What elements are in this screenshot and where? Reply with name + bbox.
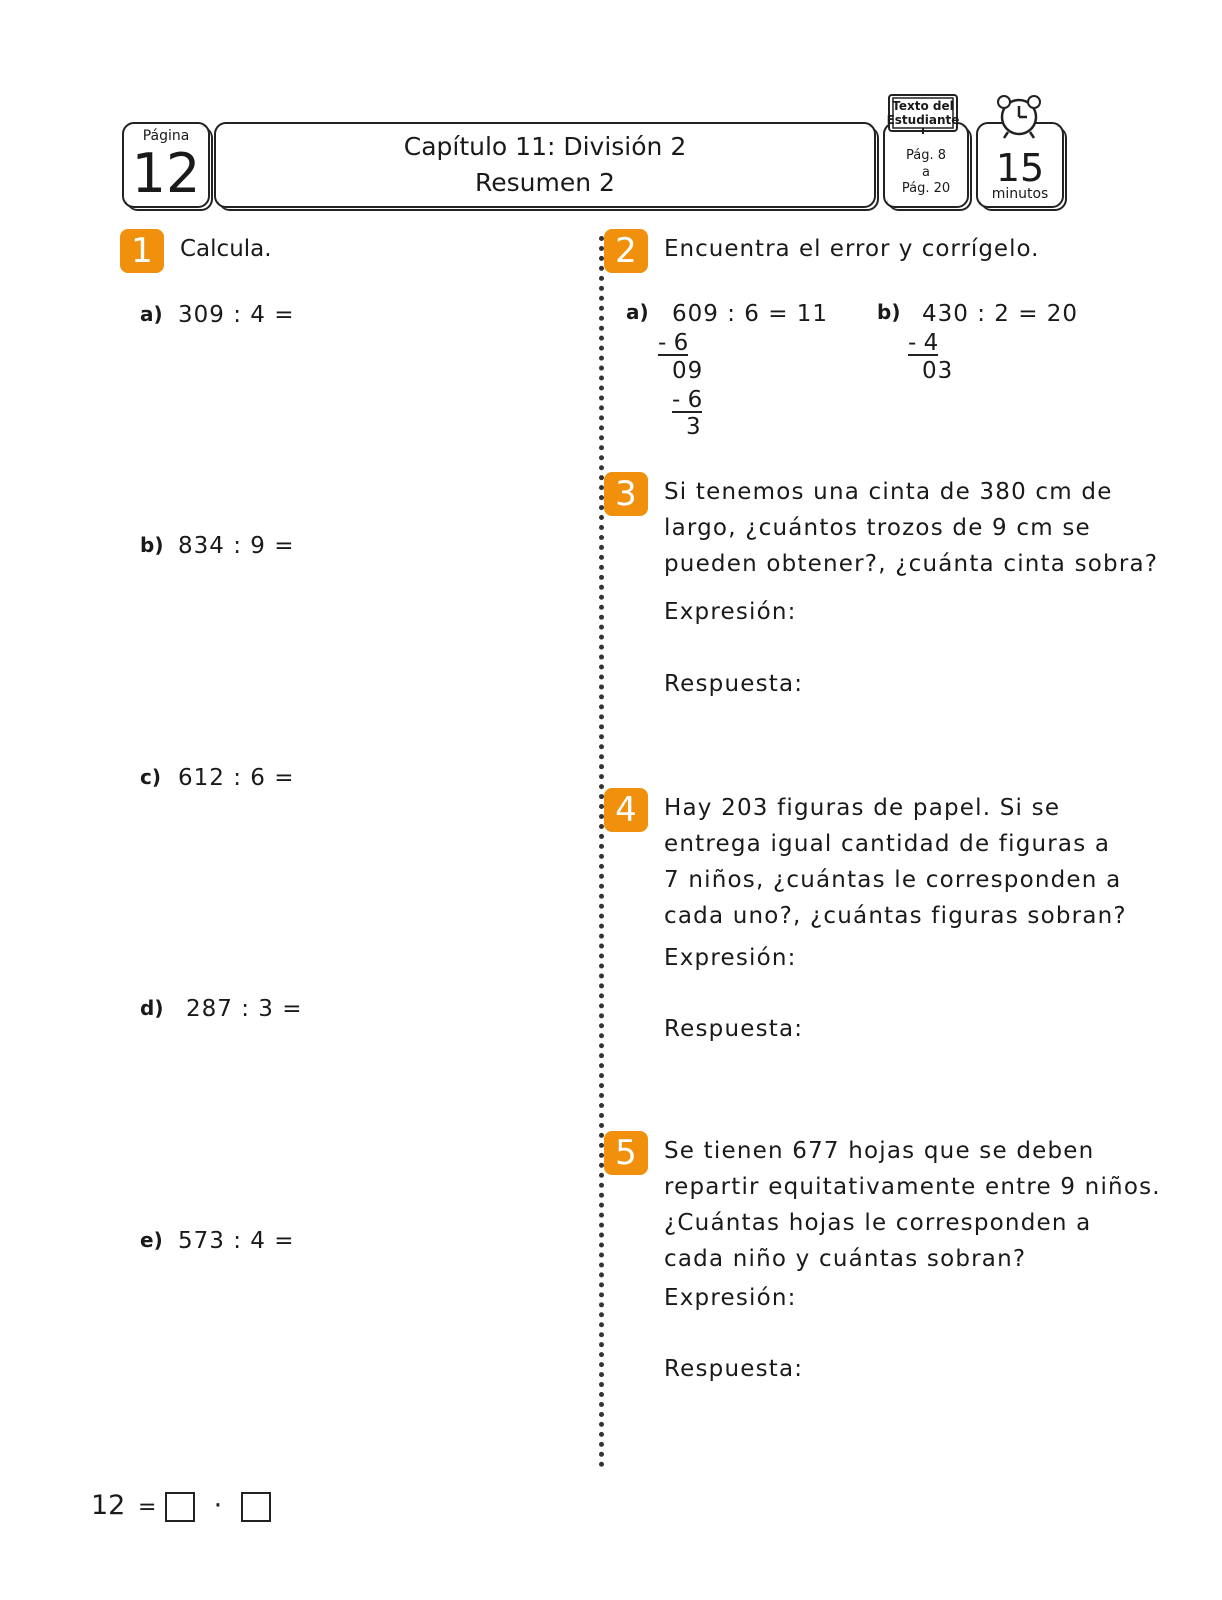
- section-3-badge: 3: [604, 472, 648, 516]
- item-1d-expression: 287 : 3 =: [186, 996, 303, 1022]
- item-2b-remainder-1: 03: [922, 358, 954, 384]
- chapter-subtitle: Resumen 2: [475, 168, 615, 197]
- page-number-box: [122, 122, 210, 208]
- pages-sep: a: [922, 165, 930, 180]
- item-2a-expression: 609 : 6 = 11: [672, 301, 829, 327]
- section-5-line-4: cada niño y cuántas sobran?: [664, 1246, 1027, 1272]
- section-3-line-2: largo, ¿cuántos trozos de 9 cm se: [664, 515, 1091, 541]
- book-label-2: Estudiante: [886, 113, 960, 127]
- item-2a-subtract-2-text: - 6: [672, 387, 703, 413]
- section-4-line-2: entrega igual cantidad de figuras a: [664, 831, 1111, 857]
- section-1-badge: 1: [120, 229, 164, 273]
- section-5-line-1: Se tienen 677 hojas que se deben: [664, 1138, 1095, 1164]
- page-number: 12: [131, 142, 201, 205]
- section-2-badge: 2: [604, 229, 648, 273]
- section-4-line-4: cada uno?, ¿cuántas figuras sobran?: [664, 903, 1127, 929]
- column-divider: [599, 236, 604, 1468]
- chapter-title-box: [214, 122, 876, 208]
- section-4-line-3: 7 niños, ¿cuántas le corresponden a: [664, 867, 1122, 893]
- section-5-expression-label: Expresión:: [664, 1285, 797, 1311]
- section-5-badge: 5: [604, 1131, 648, 1175]
- item-2a-remainder-2: 3: [686, 414, 702, 440]
- section-4-badge: 4: [604, 788, 648, 832]
- item-2b-subtract-1: [908, 330, 938, 356]
- section-2-title: Encuentra el error y corrígelo.: [664, 236, 1040, 262]
- item-1e-expression: 573 : 4 =: [178, 1228, 295, 1254]
- item-1a-label: a): [140, 302, 163, 326]
- item-2a-remainder-1: 09: [672, 358, 704, 384]
- book-label-1: Texto del: [892, 99, 954, 113]
- section-3-answer-label: Respuesta:: [664, 671, 804, 697]
- item-1a-expression: 309 : 4 =: [178, 302, 295, 328]
- item-2a-label: a): [626, 300, 649, 324]
- item-2b-label: b): [877, 300, 901, 324]
- item-2a-subtract-1: [658, 330, 688, 356]
- item-1e-label: e): [140, 1228, 163, 1252]
- item-1d-label: d): [140, 996, 164, 1020]
- footer-equation: [91, 1488, 271, 1526]
- pages-from: Pág. 8: [905, 148, 946, 163]
- minutes-value: 15: [995, 146, 1045, 190]
- item-2a-subtract-2: [672, 387, 702, 413]
- book-icon: [886, 92, 960, 136]
- footer-equals: =: [137, 1495, 157, 1520]
- section-5-line-2: repartir equitativamente entre 9 niños.: [664, 1174, 1161, 1200]
- section-3-line-3: pueden obtener?, ¿cuánta cinta sobra?: [664, 551, 1159, 577]
- item-2b-expression: 430 : 2 = 20: [922, 301, 1079, 327]
- section-1-title: Calcula.: [180, 236, 272, 262]
- chapter-title: Capítulo 11: División 2: [403, 132, 687, 161]
- footer-dot: ·: [213, 1490, 223, 1521]
- minutes-label: minutos: [991, 186, 1049, 202]
- section-5-line-3: ¿Cuántas hojas le corresponden a: [664, 1210, 1092, 1236]
- section-3-expression-label: Expresión:: [664, 599, 797, 625]
- item-1c-label: c): [140, 765, 161, 789]
- alarm-clock-icon: [994, 92, 1044, 142]
- section-4-line-1: Hay 203 figuras de papel. Si se: [664, 795, 1061, 821]
- item-2a-subtract-1-text: - 6: [658, 330, 689, 356]
- page-label: Página: [142, 128, 190, 144]
- item-2b-subtract-1-text: - 4: [908, 330, 939, 356]
- section-3-line-1: Si tenemos una cinta de 380 cm de: [664, 479, 1113, 505]
- item-1b-label: b): [140, 533, 164, 557]
- footer-number: 12: [91, 1490, 126, 1521]
- section-5-answer-label: Respuesta:: [664, 1356, 804, 1382]
- pages-to: Pág. 20: [901, 181, 951, 196]
- footer-box-2: [241, 1492, 271, 1522]
- section-4-expression-label: Expresión:: [664, 945, 797, 971]
- section-4-answer-label: Respuesta:: [664, 1016, 804, 1042]
- item-1c-expression: 612 : 6 =: [178, 765, 295, 791]
- footer-box-1: [165, 1492, 195, 1522]
- item-1b-expression: 834 : 9 =: [178, 533, 295, 559]
